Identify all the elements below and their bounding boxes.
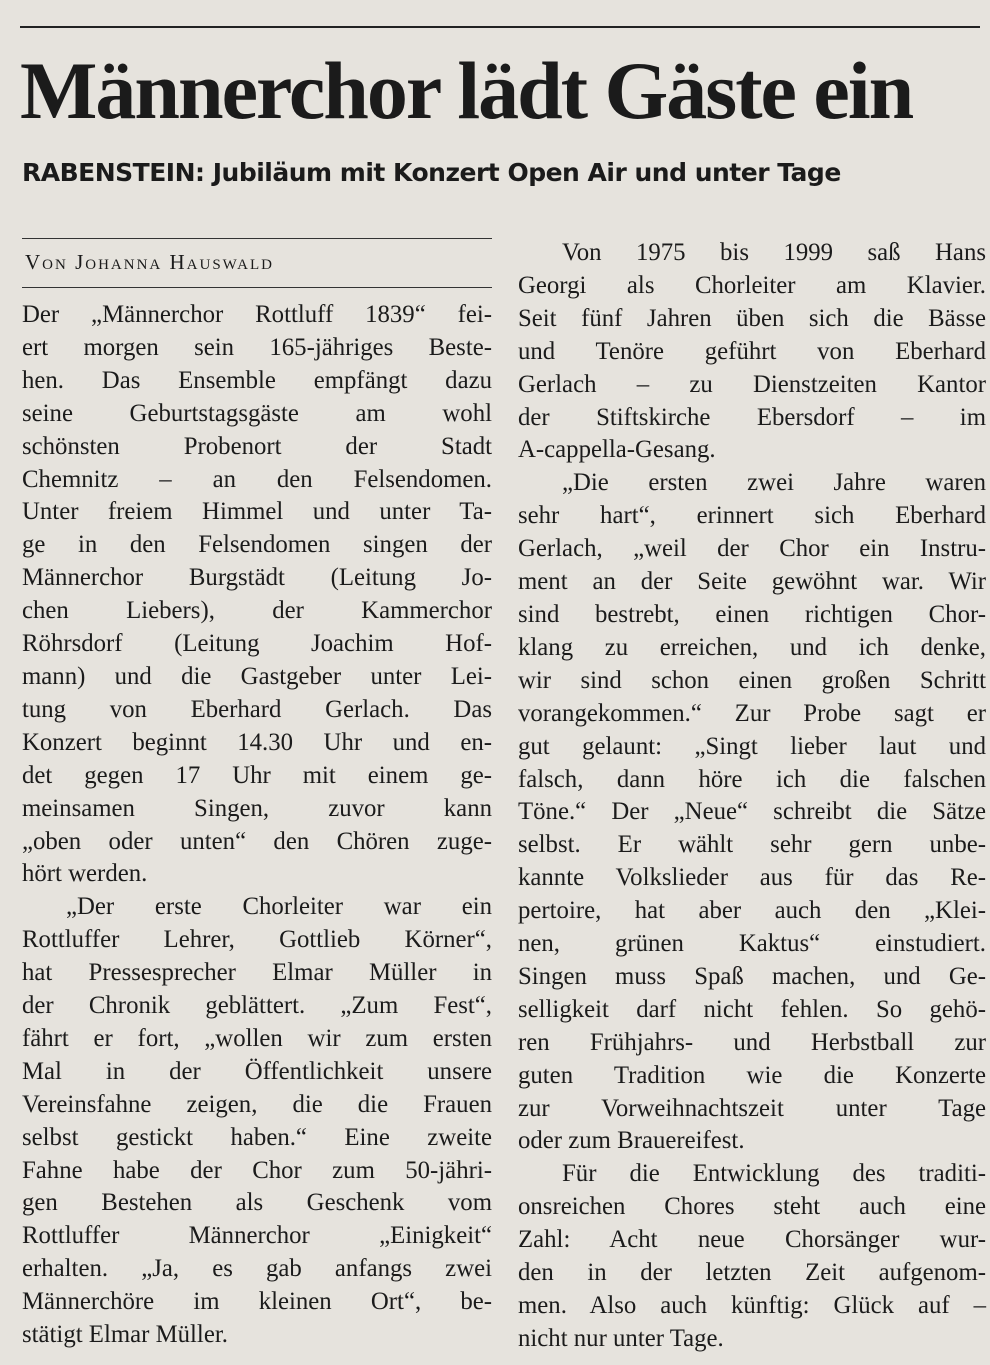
text-line: „oben oder unten“ den Chören zuge- (22, 827, 492, 855)
text-line: selbst gestickt haben.“ Eine zweite (22, 1123, 492, 1151)
text-line: wir sind schon einen großen Schritt (518, 666, 986, 694)
text-line: schönsten Probenort der Stadt (22, 432, 492, 460)
text-line: klang zu erreichen, und ich denke, (518, 633, 986, 661)
text-line: Rottluffer Männerchor „Einigkeit“ (22, 1222, 492, 1250)
text-line: Gerlach – zu Dienstzeiten Kantor (518, 370, 986, 398)
text-line: onsreichen Chores steht auch eine (518, 1193, 986, 1221)
text-line: zur Vorweihnachtszeit unter Tage (518, 1094, 986, 1122)
paragraph (518, 1158, 986, 1355)
text-line: Fahne habe der Chor zum 50-jähri- (22, 1156, 492, 1184)
text-line: den in der letzten Zeit aufgenom- (518, 1259, 986, 1287)
text-line: Konzert beginnt 14.30 Uhr und en- (22, 728, 492, 756)
text-line: seine Geburtstagsgäste am wohl (22, 399, 492, 427)
headline: Männerchor lädt Gäste ein (20, 45, 913, 136)
text-line: Chemnitz – an den Felsendomen. (22, 465, 492, 493)
text-line: sehr hart“, erinnert sich Eberhard (518, 502, 986, 530)
text-line: Röhrsdorf (Leitung Joachim Hof- (22, 630, 492, 658)
text-line: hen. Das Ensemble empfängt dazu (22, 366, 492, 394)
text-line: Unter freiem Himmel und unter Ta- (22, 498, 492, 526)
text-line: A-cappella-Gesang. (518, 436, 716, 464)
text-line: ge in den Felsendomen singen der (22, 531, 492, 559)
text-line: meinsamen Singen, zuvor kann (22, 794, 492, 822)
text-line: Georgi als Chorleiter am Klavier. (518, 271, 986, 299)
subheadline: RABENSTEIN: Jubiläum mit Konzert Open Air und unter Tage (22, 158, 841, 187)
text-line: det gegen 17 Uhr mit einem ge- (22, 761, 492, 789)
article-column-right (518, 237, 986, 1356)
text-line: men. Also auch künftig: Glück auf – (518, 1292, 986, 1319)
text-line: Vereinsfahne zeigen, die die Frauen (22, 1090, 492, 1118)
text-line: nen, grünen Kaktus“ einstudiert. (518, 930, 986, 958)
text-line: und Tenöre geführt von Eberhard (518, 337, 986, 365)
paragraph (22, 891, 492, 1352)
text-line: erhalten. „Ja, es gab anfangs zwei (22, 1255, 492, 1283)
text-line: Der „Männerchor Rottluff 1839“ fei- (22, 301, 492, 328)
text-line: vorangekommen.“ Zur Probe sagt er (518, 699, 986, 727)
text-line: selbst. Er wählt sehr gern unbe- (518, 831, 986, 859)
text-line: stätigt Elmar Müller. (22, 1321, 228, 1349)
text-line: Zahl: Acht neue Chorsänger wur- (518, 1226, 986, 1254)
text-line: falsch, dann höre ich die falschen (518, 765, 986, 793)
text-line: Rottluffer Lehrer, Gottlieb Körner“, (22, 926, 492, 954)
text-line: der Stiftskirche Ebersdorf – im (518, 403, 986, 431)
text-line: kannte Volkslieder aus für das Re- (518, 864, 986, 892)
text-line: Gerlach, „weil der Chor ein Instru- (518, 535, 986, 563)
text-line: der Chronik geblättert. „Zum Fest“, (22, 992, 492, 1020)
text-line: „Der erste Chorleiter war ein (66, 893, 492, 921)
article-column-left (22, 299, 492, 1352)
text-line: Für die Entwicklung des traditi- (562, 1160, 986, 1188)
text-line: tung von Eberhard Gerlach. Das (22, 695, 492, 723)
text-line: chen Liebers), der Kammerchor (22, 597, 492, 625)
text-line: hat Pressesprecher Elmar Müller in (22, 959, 492, 987)
text-line: guten Tradition wie die Konzerte (518, 1061, 986, 1089)
byline-rule-bottom (22, 287, 492, 288)
text-line: Männerchor Burgstädt (Leitung Jo- (22, 564, 492, 592)
text-line: ment an der Seite gewöhnt war. Wir (518, 568, 986, 596)
text-line: gut gelaunt: „Singt lieber laut und (518, 732, 986, 760)
text-line: fährt er fort, „wollen wir zum ersten (22, 1024, 492, 1052)
text-line: pertoire, hat aber auch den „Klei- (518, 897, 986, 925)
text-line: mann) und die Gastgeber unter Lei- (22, 662, 492, 690)
text-line: ert morgen sein 165-jähriges Beste- (22, 333, 492, 361)
text-line: hört werden. (22, 860, 148, 888)
text-line: selligkeit darf nicht fehlen. So gehö- (518, 995, 986, 1023)
text-line: oder zum Brauereifest. (518, 1127, 745, 1155)
text-line: „Die ersten zwei Jahre waren (562, 469, 986, 497)
text-line: Mal in der Öffentlichkeit unsere (22, 1057, 492, 1085)
byline-rule-top (22, 238, 492, 239)
paragraph (518, 467, 986, 1158)
text-line: Von 1975 bis 1999 saß Hans (562, 239, 986, 266)
text-line: Seit fünf Jahren üben sich die Bässe (518, 304, 986, 332)
text-line: nicht nur unter Tage. (518, 1324, 724, 1352)
top-rule (20, 26, 980, 28)
text-line: gen Bestehen als Geschenk vom (22, 1189, 492, 1217)
text-line: Töne.“ Der „Neue“ schreibt die Sätze (518, 798, 986, 826)
text-line: sind bestrebt, einen richtigen Chor- (518, 600, 986, 628)
text-line: Singen muss Spaß machen, und Ge- (518, 962, 986, 990)
text-line: Männerchöre im kleinen Ort“, be- (22, 1288, 492, 1316)
paragraph (518, 237, 986, 467)
byline: Von Johanna Hauswald (25, 250, 274, 274)
paragraph (22, 299, 492, 891)
text-line: ren Frühjahrs- und Herbstball zur (518, 1028, 986, 1056)
